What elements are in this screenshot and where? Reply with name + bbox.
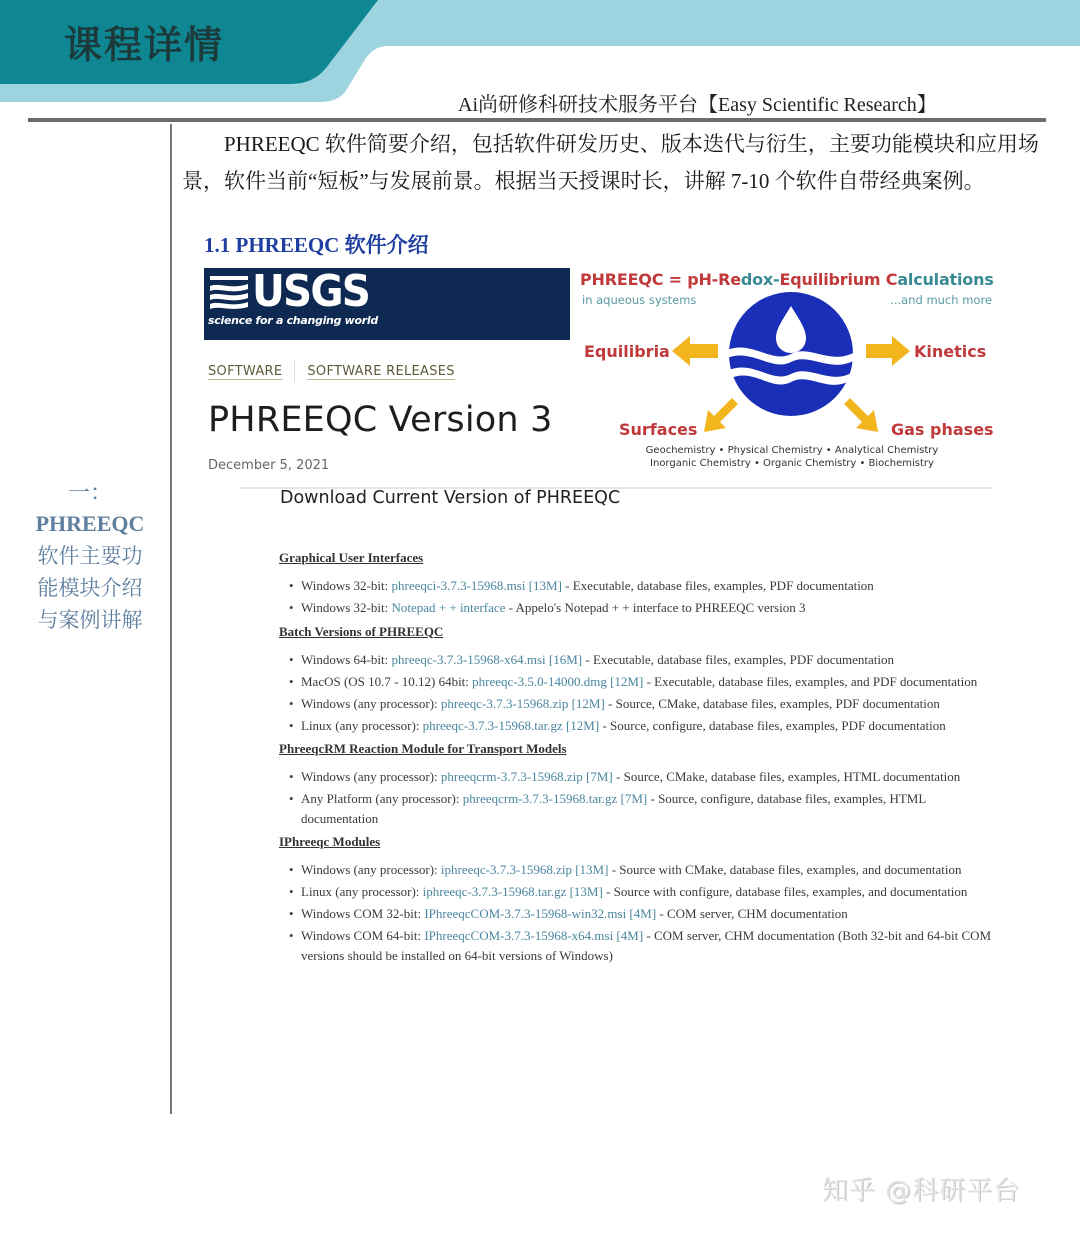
release-title: PHREEQC Version 3 [208,400,553,440]
list-item [289,789,999,828]
download-link[interactable]: phreeqcrm-3.7.3-15968.tar.gz [7M] [462,791,648,806]
list-item [289,860,999,880]
list-item [289,576,999,596]
title-part: PHREEQC = pH- [580,270,719,289]
title-part: C [885,270,898,289]
download-group [279,832,999,965]
platform-label: Windows COM 32-bit: [301,906,425,921]
platform-label: Windows 32-bit: [301,600,392,615]
chapter-software: PHREEQC [35,511,145,536]
download-link[interactable]: phreeqc-3.7.3-15968.tar.gz [12M] [422,717,600,733]
banner-title: 课程详情 [64,23,225,67]
diagram-subtitle-left: in aqueous systems [582,293,697,307]
download-link[interactable]: phreeqcrm-3.7.3-15968.zip [7M] [440,769,613,784]
item-description: - COM server, CHM documentation [656,906,848,921]
download-link[interactable]: iphreeqc-3.7.3-15968.tar.gz [13M] [422,884,603,899]
list-item [289,694,999,714]
header-divider [28,118,1046,122]
item-description: - Executable, database files, examples, and PDF documentation [643,673,978,689]
chapter-line-4: 能模块介绍 [37,576,143,600]
release-date: December 5, 2021 [208,458,330,473]
download-group [279,739,999,828]
item-description: - Source, CMake, database files, examples, PDF documentation [604,695,940,711]
list-item [289,598,999,618]
diagram-subtitle-right: ...and much more [890,293,992,307]
label-kinetics: Kinetics [914,342,987,361]
platform-label: Windows 32-bit: [301,578,392,593]
title-part: alculations [897,270,994,289]
platform-label: Windows (any processor): [301,862,441,877]
download-title: Download Current Version of PHREEQC [280,488,621,508]
diagram-footer-line-1: Geochemistry • Physical Chemistry • Analytical Chemistry [645,445,939,456]
download-link[interactable]: phreeqc-3.5.0-14000.dmg [12M] [472,673,644,689]
download-list [279,548,999,969]
list-item [289,767,999,787]
title-part: dox- [740,270,780,289]
platform-label: Windows (any processor): [301,695,441,711]
platform-label: Windows 64-bit: [301,651,392,667]
download-link[interactable]: phreeqc-3.7.3-15968.zip [12M] [440,695,605,711]
diagram-footer-line-2: Inorganic Chemistry • Organic Chemistry • Biochemistry [650,458,934,469]
column-divider [170,124,172,1114]
intro-paragraph: PHREEQC 软件简要介绍，包括软件研发历史、版本迭代与衍生，主要功能模块和应用场景，软件当前“短板”与发展前景。根据当天授课时长，讲解 7-10 个软件自带经典案例。 [182,132,1039,193]
label-equilibria: Equilibria [584,342,670,361]
chapter-line-5: 与案例讲解 [37,608,143,632]
section-title: 1.1 PHREEQC 软件介绍 [204,233,429,257]
breadcrumb-software[interactable]: SOFTWARE [208,363,283,379]
usgs-logo-text: USGS [252,266,370,317]
breadcrumb-software-releases[interactable]: SOFTWARE RELEASES [307,363,455,379]
usgs-tagline: science for a changing world [208,314,378,327]
item-description: - Source with CMake, database files, examples, and documentation [608,862,962,877]
item-description: - Executable, database files, examples, PDF documentation [582,651,895,667]
label-gas-phases: Gas phases [891,420,994,439]
breadcrumb [208,360,455,382]
platform-label: Any Platform (any processor): [301,791,463,806]
item-description: - Source, configure, database files, examples, HTML documentation [301,791,926,826]
group-heading: IPhreeqc Modules [279,834,381,849]
list-item [289,882,999,902]
platform-label: Windows (any processor): [301,769,441,784]
title-part: Equilibrium [779,270,886,289]
phreeqc-diagram [572,262,1002,477]
download-link[interactable]: phreeqci-3.7.3-15968.msi [13M] [391,578,562,593]
list-item [289,650,999,670]
download-link[interactable]: Notepad + + interface [391,600,506,615]
watermark: 知乎 @科研平台 [822,1176,1021,1206]
platform-label: Windows COM 64-bit: [301,928,425,943]
breadcrumb-separator [294,360,295,382]
list-item [289,926,999,965]
chapter-line-3: 软件主要功 [37,544,143,568]
download-group [279,622,999,736]
chapter-number: 一： [67,480,112,505]
label-surfaces: Surfaces [619,420,698,439]
item-description: - Source, configure, database files, examples, PDF documentation [599,717,946,733]
list-item [289,904,999,924]
platform-label: MacOS (OS 10.7 - 10.12) 64bit: [301,673,473,689]
title-part: Re [718,270,741,289]
download-link[interactable]: phreeqc-3.7.3-15968-x64.msi [16M] [391,651,583,667]
download-link[interactable]: iphreeqc-3.7.3-15968.zip [13M] [440,862,609,877]
download-link[interactable]: IPhreeqcCOM-3.7.3-15968-x64.msi [4M] [424,928,644,943]
item-description: - Appelo's Notepad + + interface to PHREEQC version 3 [505,600,806,615]
list-item [289,672,999,692]
item-description: - Source with configure, database files, examples, and documentation [602,884,968,899]
list-item [289,716,999,736]
chapter-label [20,478,160,636]
item-description: - Executable, database files, examples, PDF documentation [561,578,874,593]
download-group [279,548,999,618]
platform-label: Linux (any processor): [301,884,423,899]
download-link[interactable]: IPhreeqcCOM-3.7.3-15968-win32.msi [4M] [424,906,657,921]
usgs-wave-icon [208,270,252,312]
usgs-header [204,268,570,340]
header-banner [0,0,1080,116]
group-heading: Batch Versions of PHREEQC [279,623,444,639]
item-description: - COM server, CHM documentation (Both 32-bit and 64-bit COM versions should be installed on 64-bit versions of Windows) [301,928,992,963]
item-description: - Source, CMake, database files, examples, HTML documentation [612,769,961,784]
group-heading: Graphical User Interfaces [279,550,424,565]
platform-label: Linux (any processor): [301,717,423,733]
group-heading: PhreeqcRM Reaction Module for Transport Models [279,741,567,756]
platform-title: Ai尚研修科研技术服务平台【Easy Scientific Research】 [458,94,937,116]
